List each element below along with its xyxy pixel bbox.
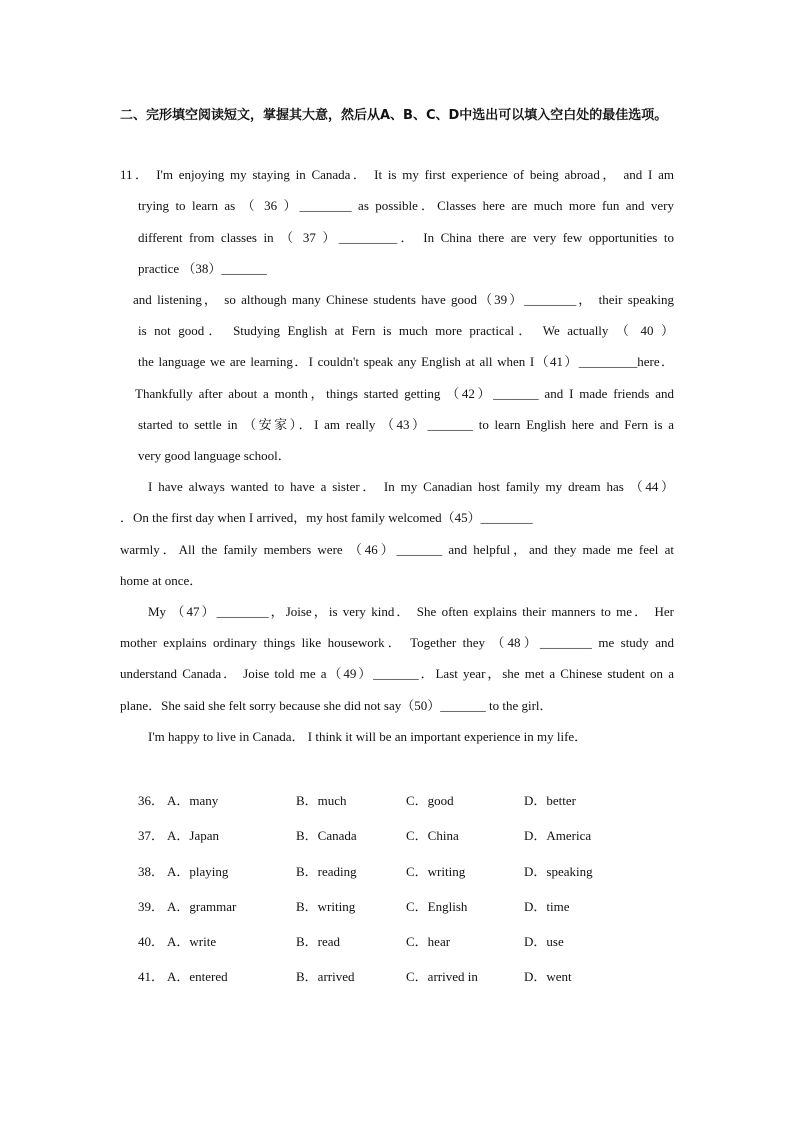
passage-line: I'm happy to live in Canada． I think it will be an important experience in my life． bbox=[148, 729, 588, 744]
passage-line: different from classes in （ 37 ）_________． In China there are very few opportunities to bbox=[138, 230, 674, 245]
passage-line: My （47）________，Joise，is very kind． She often explains their manners to me． Her bbox=[148, 604, 674, 619]
passage-line: 11． I'm enjoying my staying in Canada． It is my first experience of being abroad， and I am bbox=[120, 167, 674, 182]
section-heading: 二、完形填空阅读短文，掌握其大意，然后从A、B、C、D中选出可以填入空白处的最佳选项。 bbox=[120, 108, 668, 123]
option-d[interactable]: D．use bbox=[524, 934, 564, 949]
option-b[interactable]: B．arrived bbox=[296, 969, 355, 984]
passage-line: trying to learn as （ 36 ）________ as possible．Classes here are much more fun and very bbox=[138, 198, 674, 213]
option-b[interactable]: B．writing bbox=[296, 899, 356, 914]
option-d[interactable]: D．speaking bbox=[524, 864, 593, 879]
option-b[interactable]: B．much bbox=[296, 793, 347, 808]
question-number: 41． bbox=[138, 969, 165, 984]
passage-line: Thankfully after about a month，things started getting （42）_______ and I made friends and bbox=[135, 386, 674, 401]
option-a[interactable]: A．grammar bbox=[167, 899, 237, 914]
passage-line: home at once． bbox=[120, 573, 203, 588]
question-number: 38． bbox=[138, 864, 165, 879]
passage-line: practice （38）_______ bbox=[138, 261, 267, 276]
option-b[interactable]: B．Canada bbox=[296, 828, 357, 843]
option-c[interactable]: C．China bbox=[406, 828, 459, 843]
option-d[interactable]: D．time bbox=[524, 899, 570, 914]
option-c[interactable]: C．hear bbox=[406, 934, 451, 949]
option-b[interactable]: B．read bbox=[296, 934, 341, 949]
option-d[interactable]: D．better bbox=[524, 793, 576, 808]
option-a[interactable]: A．entered bbox=[167, 969, 228, 984]
passage-line: mother explains ordinary things like housework． Together they （48）________ me study and bbox=[120, 635, 674, 650]
passage-line: understand Canada． Joise told me a（49）_______．Last year，she met a Chinese student on a bbox=[120, 666, 674, 681]
passage-line: warmly．All the family members were （46）_______ and helpful，and they made me feel at bbox=[120, 542, 674, 557]
option-b[interactable]: B．reading bbox=[296, 864, 357, 879]
question-number: 40． bbox=[138, 934, 165, 949]
option-a[interactable]: A．many bbox=[167, 793, 219, 808]
question-number: 37． bbox=[138, 828, 165, 843]
option-a[interactable]: A．Japan bbox=[167, 828, 219, 843]
option-c[interactable]: C．writing bbox=[406, 864, 466, 879]
option-c[interactable]: C．arrived in bbox=[406, 969, 478, 984]
passage-line: the language we are learning．I couldn't speak any English at all when I（41）_________here． bbox=[138, 354, 674, 369]
passage-line: very good language school． bbox=[138, 448, 291, 463]
passage-line: ．On the first day when I arrived，my host family welcomed（45）________ bbox=[120, 510, 533, 525]
passage-line: plane．She said she felt sorry because she did not say（50）_______ to the girl． bbox=[120, 698, 553, 713]
option-a[interactable]: A．playing bbox=[167, 864, 229, 879]
option-c[interactable]: C．good bbox=[406, 793, 454, 808]
passage-line: is not good． Studying English at Fern is much more practical． We actually （ 40 ） bbox=[138, 323, 674, 338]
option-d[interactable]: D．America bbox=[524, 828, 592, 843]
passage-line: and listening， so although many Chinese students have good（39）________， their speaking bbox=[133, 292, 674, 307]
question-number: 39． bbox=[138, 899, 165, 914]
option-c[interactable]: C．English bbox=[406, 899, 468, 914]
question-number: 36． bbox=[138, 793, 165, 808]
passage-line: I have always wanted to have a sister． In my Canadian host family my dream has （44） bbox=[148, 479, 674, 494]
option-a[interactable]: A．write bbox=[167, 934, 217, 949]
passage-line: started to settle in （安家）．I am really （43）_______ to learn English here and Fern is a bbox=[138, 417, 674, 432]
option-d[interactable]: D．went bbox=[524, 969, 572, 984]
